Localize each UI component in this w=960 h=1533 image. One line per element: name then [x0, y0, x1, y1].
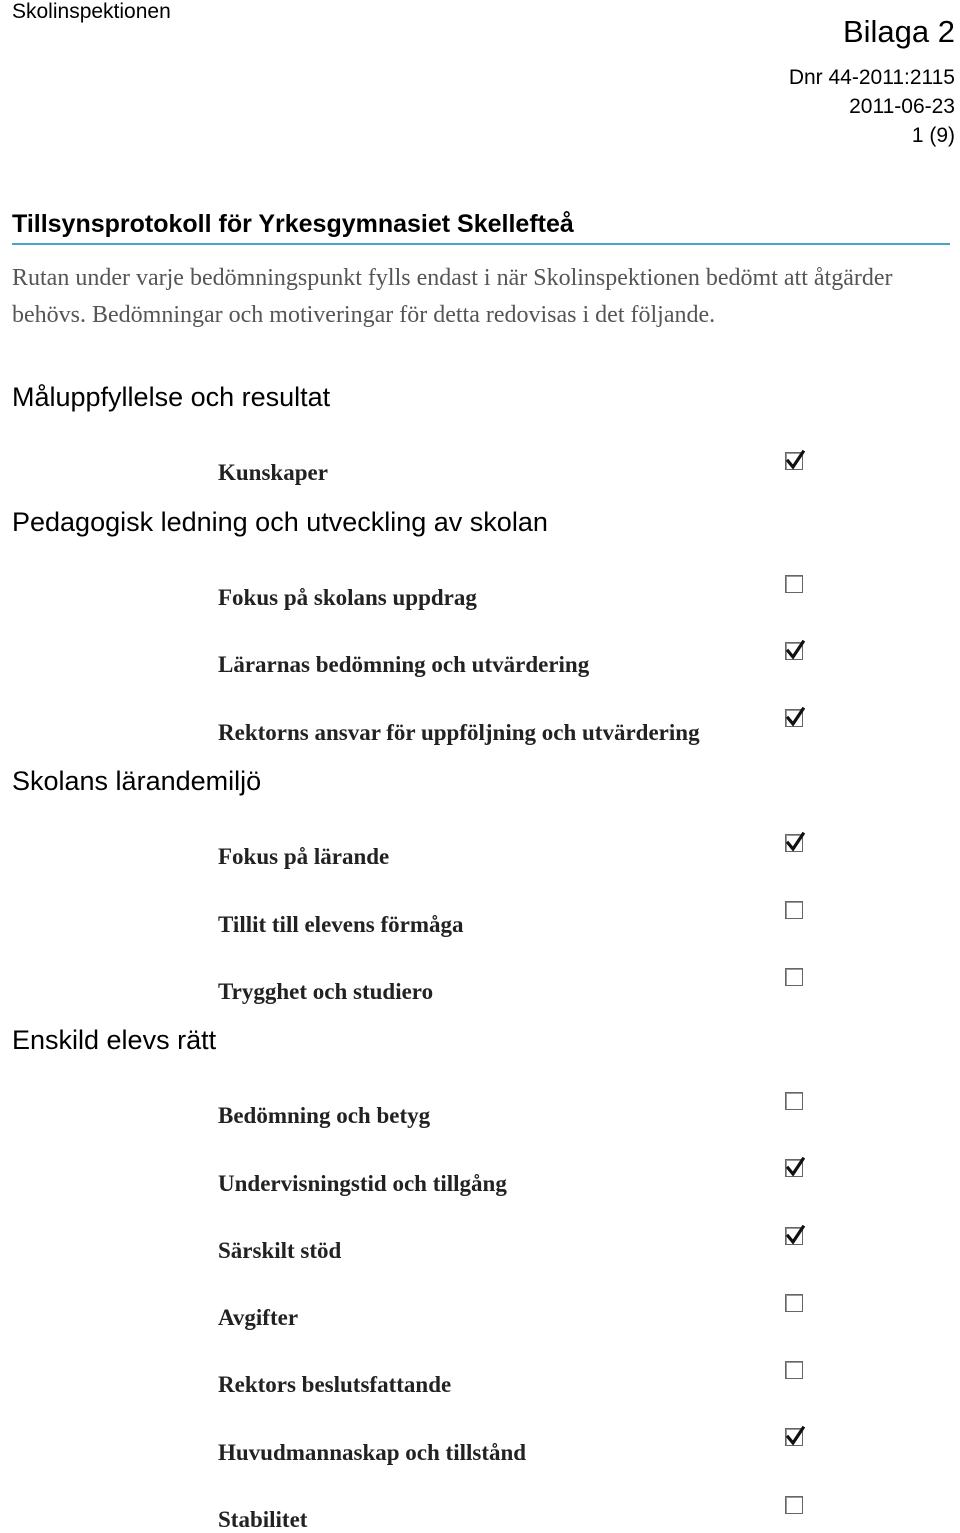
- assessment-checkbox[interactable]: [785, 968, 803, 986]
- section-heading-pedagogisk-ledning: Pedagogisk ledning och utveckling av skolan: [12, 507, 548, 537]
- assessment-checkbox[interactable]: [785, 575, 803, 593]
- item-label: Tillit till elevens förmåga: [218, 912, 464, 937]
- item-label: Trygghet och studiero: [218, 979, 434, 1004]
- item-label: Stabilitet: [218, 1507, 308, 1532]
- assessment-checkbox[interactable]: [785, 709, 803, 727]
- item-label: Rektorns ansvar för uppföljning och utvärdering: [218, 720, 700, 745]
- assessment-checkbox[interactable]: [785, 452, 803, 470]
- item-label: Huvudmannaskap och tillstånd: [218, 1440, 527, 1465]
- checkmark-icon: [785, 1225, 805, 1247]
- item-label: Bedömning och betyg: [218, 1103, 431, 1128]
- checkmark-icon: [785, 1157, 805, 1179]
- assessment-checkbox[interactable]: [785, 1428, 803, 1446]
- page-number: 1 (9): [911, 124, 955, 147]
- item-label: Kunskaper: [218, 460, 328, 485]
- assessment-checkbox[interactable]: [785, 834, 803, 852]
- assessment-checkbox[interactable]: [785, 642, 803, 660]
- section-heading-larandemiljo: Skolans lärandemiljö: [12, 766, 262, 796]
- item-label: Rektors beslutsfattande: [218, 1372, 452, 1397]
- assessment-checkbox[interactable]: [785, 1361, 803, 1379]
- assessment-checkbox[interactable]: [785, 1294, 803, 1312]
- checkmark-icon: [785, 1426, 805, 1448]
- assessment-checkbox[interactable]: [785, 1092, 803, 1110]
- title-divider: [12, 243, 950, 245]
- item-label: Undervisningstid och tillgång: [218, 1171, 507, 1196]
- checkmark-icon: [785, 707, 805, 729]
- attachment-label: Bilaga 2: [842, 14, 955, 49]
- section-heading-maluppfyllelse: Måluppfyllelse och resultat: [12, 382, 331, 412]
- item-label: Särskilt stöd: [218, 1238, 342, 1263]
- section-heading-enskild-elevs-ratt: Enskild elevs rätt: [12, 1025, 217, 1055]
- checkmark-icon: [785, 450, 805, 472]
- checkmark-icon: [785, 640, 805, 662]
- checkmark-icon: [785, 832, 805, 854]
- item-label: Fokus på skolans uppdrag: [218, 585, 477, 610]
- document-title: Tillsynsprotokoll för Yrkesgymnasiet Skellefteå: [12, 210, 574, 238]
- item-label: Avgifter: [218, 1305, 299, 1330]
- reference-number: Dnr 44-2011:2115: [788, 66, 955, 89]
- item-label: Fokus på lärande: [218, 844, 390, 869]
- intro-text: Rutan under varje bedömningspunkt fylls endast i när Skolinspektionen bedömt att åtgärder behövs. Bedömningar och motiveringar för detta redovisas i det följande.: [12, 265, 893, 328]
- assessment-checkbox[interactable]: [785, 1227, 803, 1245]
- organization-name: Skolinspektionen: [12, 0, 171, 23]
- item-label: Lärarnas bedömning och utvärdering: [218, 652, 590, 677]
- assessment-checkbox[interactable]: [785, 1159, 803, 1177]
- assessment-checkbox[interactable]: [785, 901, 803, 919]
- document-date: 2011-06-23: [849, 95, 955, 118]
- assessment-checkbox[interactable]: [785, 1496, 803, 1514]
